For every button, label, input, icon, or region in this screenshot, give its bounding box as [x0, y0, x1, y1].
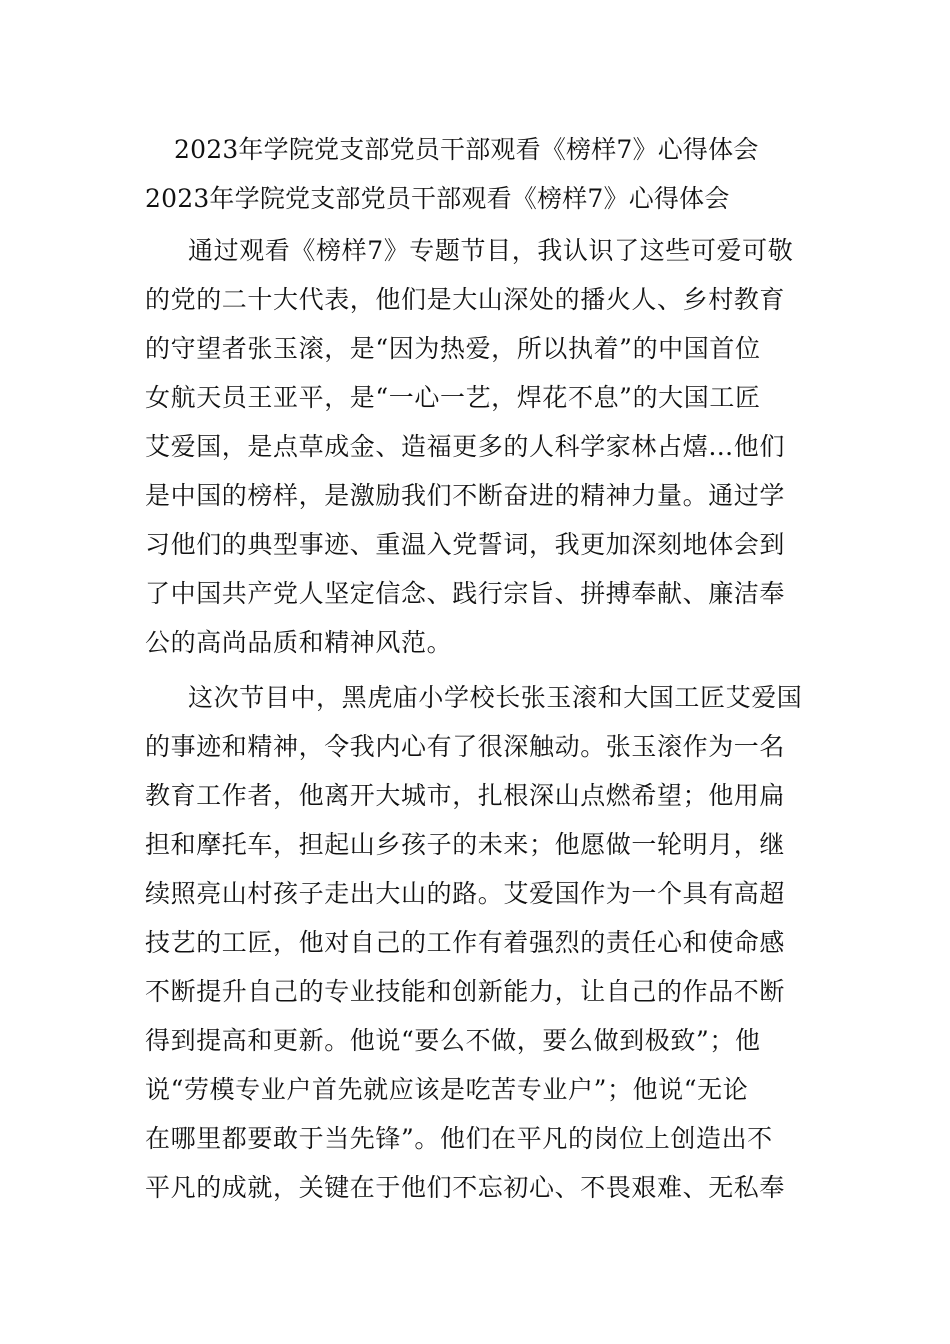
paragraph-2-line: 在哪里都要敢于当先锋”。他们在平凡的岗位上创造出不	[145, 1124, 773, 1153]
paragraph-2-line: 续照亮山村孩子走出大山的路。艾爱国作为一个具有高超	[145, 879, 786, 908]
paragraph-2-line: 教育工作者，他离开大城市，扎根深山点燃希望；他用扁	[145, 781, 786, 810]
document-title: 2023年学院党支部党员干部观看《榜样7》心得体会	[174, 135, 759, 164]
paragraph-2-line: 这次节目中，黑虎庙小学校长张玉滚和大国工匠艾爱国	[188, 683, 803, 712]
paragraph-1-line: 习他们的典型事迹、重温入党誓词，我更加深刻地体会到	[145, 530, 786, 559]
paragraph-2-line: 平凡的成就，关键在于他们不忘初心、不畏艰难、无私奉	[145, 1173, 786, 1202]
paragraph-2-line: 说“劳模专业户首先就应该是吃苦专业户”；他说“无论	[145, 1075, 749, 1104]
paragraph-1-line: 了中国共产党人坚定信念、践行宗旨、拼搏奉献、廉洁奉	[145, 579, 786, 608]
paragraph-1-line: 是中国的榜样，是激励我们不断奋进的精神力量。通过学	[145, 481, 786, 510]
paragraph-1-line: 艾爱国，是点草成金、造福更多的人科学家林占熺…他们	[145, 432, 786, 461]
paragraph-1-line: 的守望者张玉滚，是“因为热爱，所以执着”的中国首位	[145, 334, 761, 363]
paragraph-2-line: 的事迹和精神，令我内心有了很深触动。张玉滚作为一名	[145, 732, 786, 761]
paragraph-2-line: 不断提升自己的专业技能和创新能力，让自己的作品不断	[145, 977, 786, 1006]
paragraph-1-line: 通过观看《榜样7》专题节目，我认识了这些可爱可敬	[188, 236, 794, 265]
document-subtitle: 2023年学院党支部党员干部观看《榜样7》心得体会	[145, 184, 730, 213]
paragraph-1-line: 公的高尚品质和精神风范。	[145, 628, 453, 657]
paragraph-2-line: 担和摩托车，担起山乡孩子的未来；他愿做一轮明月，继	[145, 830, 786, 859]
paragraph-2-line: 技艺的工匠，他对自己的工作有着强烈的责任心和使命感	[145, 928, 786, 957]
paragraph-1-line: 的党的二十大代表，他们是大山深处的播火人、乡村教育	[145, 285, 786, 314]
paragraph-1-line: 女航天员王亚平，是“一心一艺，焊花不息”的大国工匠	[145, 383, 761, 412]
paragraph-2-line: 得到提高和更新。他说“要么不做，要么做到极致”；他	[145, 1026, 761, 1055]
